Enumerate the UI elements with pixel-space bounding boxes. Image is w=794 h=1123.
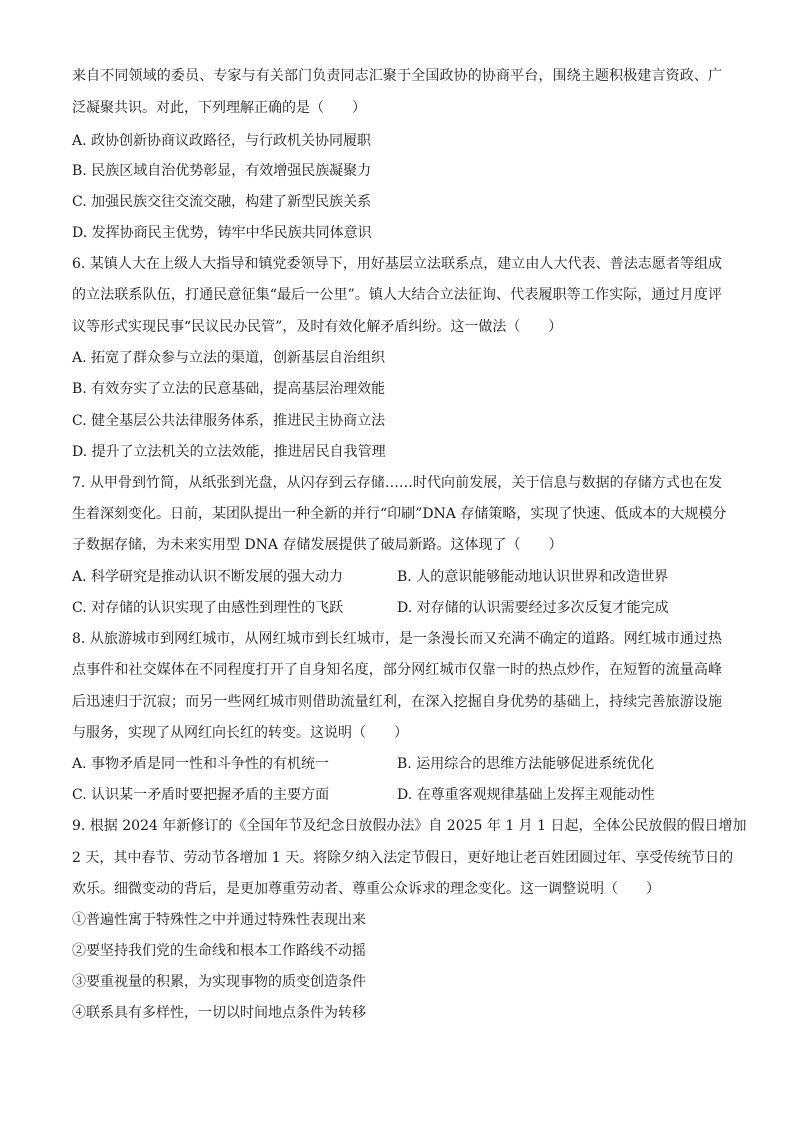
q6-stem-line-3: 议等形式实现民事“民议民办民管”，及时有效化解矛盾纠纷。这一做法（ ） (72, 319, 563, 335)
q8-stem-line-1: 8. 从旅游城市到网红城市，从网红城市到长红城市，是一条漫长而又充满不确定的道路。网红城市通过热 (72, 631, 722, 647)
q8-option-b: B. 运用综合的思维方法能够促进系统优化 (397, 756, 655, 772)
q8-stem-line-3: 后迅速归于沉寂；而另一些网红城市则借助流量红利，在深入挖掘自身优势的基础上，持续完善旅游设施 (72, 694, 722, 710)
q6-option-c: C. 健全基层公共法律服务体系，推进民主协商立法 (72, 413, 386, 429)
q5-option-c: C. 加强民族交往交流交融，构建了新型民族关系 (72, 194, 372, 210)
q9-stem-line-1: 9. 根据 2024 年新修订的《全国年节及纪念日放假办法》自 2025 年 1 月 1 日起，全体公民放假的假日增加 (72, 818, 747, 834)
q9-statement-2: ②要坚持我们党的生命线和根本工作路线不动摇 (72, 943, 366, 959)
q7-option-b: B. 人的意识能够能动地认识世界和改造世界 (397, 569, 669, 585)
q8-option-a: A. 事物矛盾是同一性和斗争性的有机统一 (72, 756, 330, 772)
q9-statement-3: ③要重视量的积累，为实现事物的质变创造条件 (72, 974, 366, 990)
q5-option-d: D. 发挥协商民主优势，铸牢中华民族共同体意识 (72, 225, 372, 241)
q5-option-a: A. 政协创新协商议政路径，与行政机关协同履职 (72, 133, 372, 149)
q8-option-d: D. 在尊重客观规律基础上发挥主观能动性 (397, 787, 655, 803)
q9-stem-line-2: 2 天，其中春节、劳动节各增加 1 天。将除夕纳入法定节假日，更好地让老百姓团圆过年、享受传统节日的 (72, 850, 734, 866)
q7-option-d: D. 对存储的认识需要经过多次反复才能完成 (397, 600, 669, 616)
q5-stem-line-2: 泛凝聚共识。对此，下列理解正确的是（ ） (72, 100, 366, 116)
q6-stem-line-2: 的立法联系队伍，打通民意征集“最后一公里”。镇人大结合立法征询、代表履职等工作实际，通过月度评 (72, 287, 722, 303)
q5-option-b: B. 民族区域自治优势彰显，有效增强民族凝聚力 (72, 163, 372, 179)
q9-statement-1: ①普遍性寓于特殊性之中并通过特殊性表现出来 (72, 912, 366, 928)
q6-option-a: A. 拓宽了群众参与立法的渠道，创新基层自治组织 (72, 350, 386, 366)
q7-option-c: C. 对存储的认识实现了由感性到理性的飞跃 (72, 600, 344, 616)
q8-stem-line-2: 点事件和社交媒体在不同程度打开了自身知名度，部分网红城市仅靠一时的热点炒作，在短暂的流量高峰 (72, 662, 722, 678)
q9-statement-4: ④联系具有多样性，一切以时间地点条件为转移 (72, 1005, 366, 1021)
q8-stem-line-4: 与服务，实现了从网红向长红的转变。这说明（ ） (72, 725, 408, 741)
q8-option-c: C. 认识某一矛盾时要把握矛盾的主要方面 (72, 787, 330, 803)
q9-stem-line-3: 欢乐。细微变动的背后，是更加尊重劳动者、尊重公众诉求的理念变化。这一调整说明（ ） (72, 881, 660, 897)
q7-stem-line-2: 生着深刻变化。日前，某团队提出一种全新的并行“印刷”DNA 存储策略，实现了快速、低成本的大规模分 (72, 506, 727, 522)
q6-option-d: D. 提升了立法机关的立法效能，推进居民自我管理 (72, 444, 386, 460)
q6-stem-line-1: 6. 某镇人大在上级人大指导和镇党委领导下，用好基层立法联系点，建立由人大代表、普法志愿者等组成 (72, 256, 722, 272)
q5-stem-line-1: 来自不同领域的委员、专家与有关部门负责同志汇聚于全国政协的协商平台，围绕主题积极建言资政、广 (72, 68, 722, 84)
q6-option-b: B. 有效夯实了立法的民意基础，提高基层治理效能 (72, 381, 386, 397)
q7-option-a: A. 科学研究是推动认识不断发展的强大动力 (72, 569, 344, 585)
q7-stem-line-3: 子数据存储，为未来实用型 DNA 存储发展提供了破局新路。这体现了（ ） (72, 537, 563, 553)
q7-stem-line-1: 7. 从甲骨到竹简，从纸张到光盘，从闪存到云存储……时代向前发展，关于信息与数据的存储方式也在发 (72, 475, 722, 491)
